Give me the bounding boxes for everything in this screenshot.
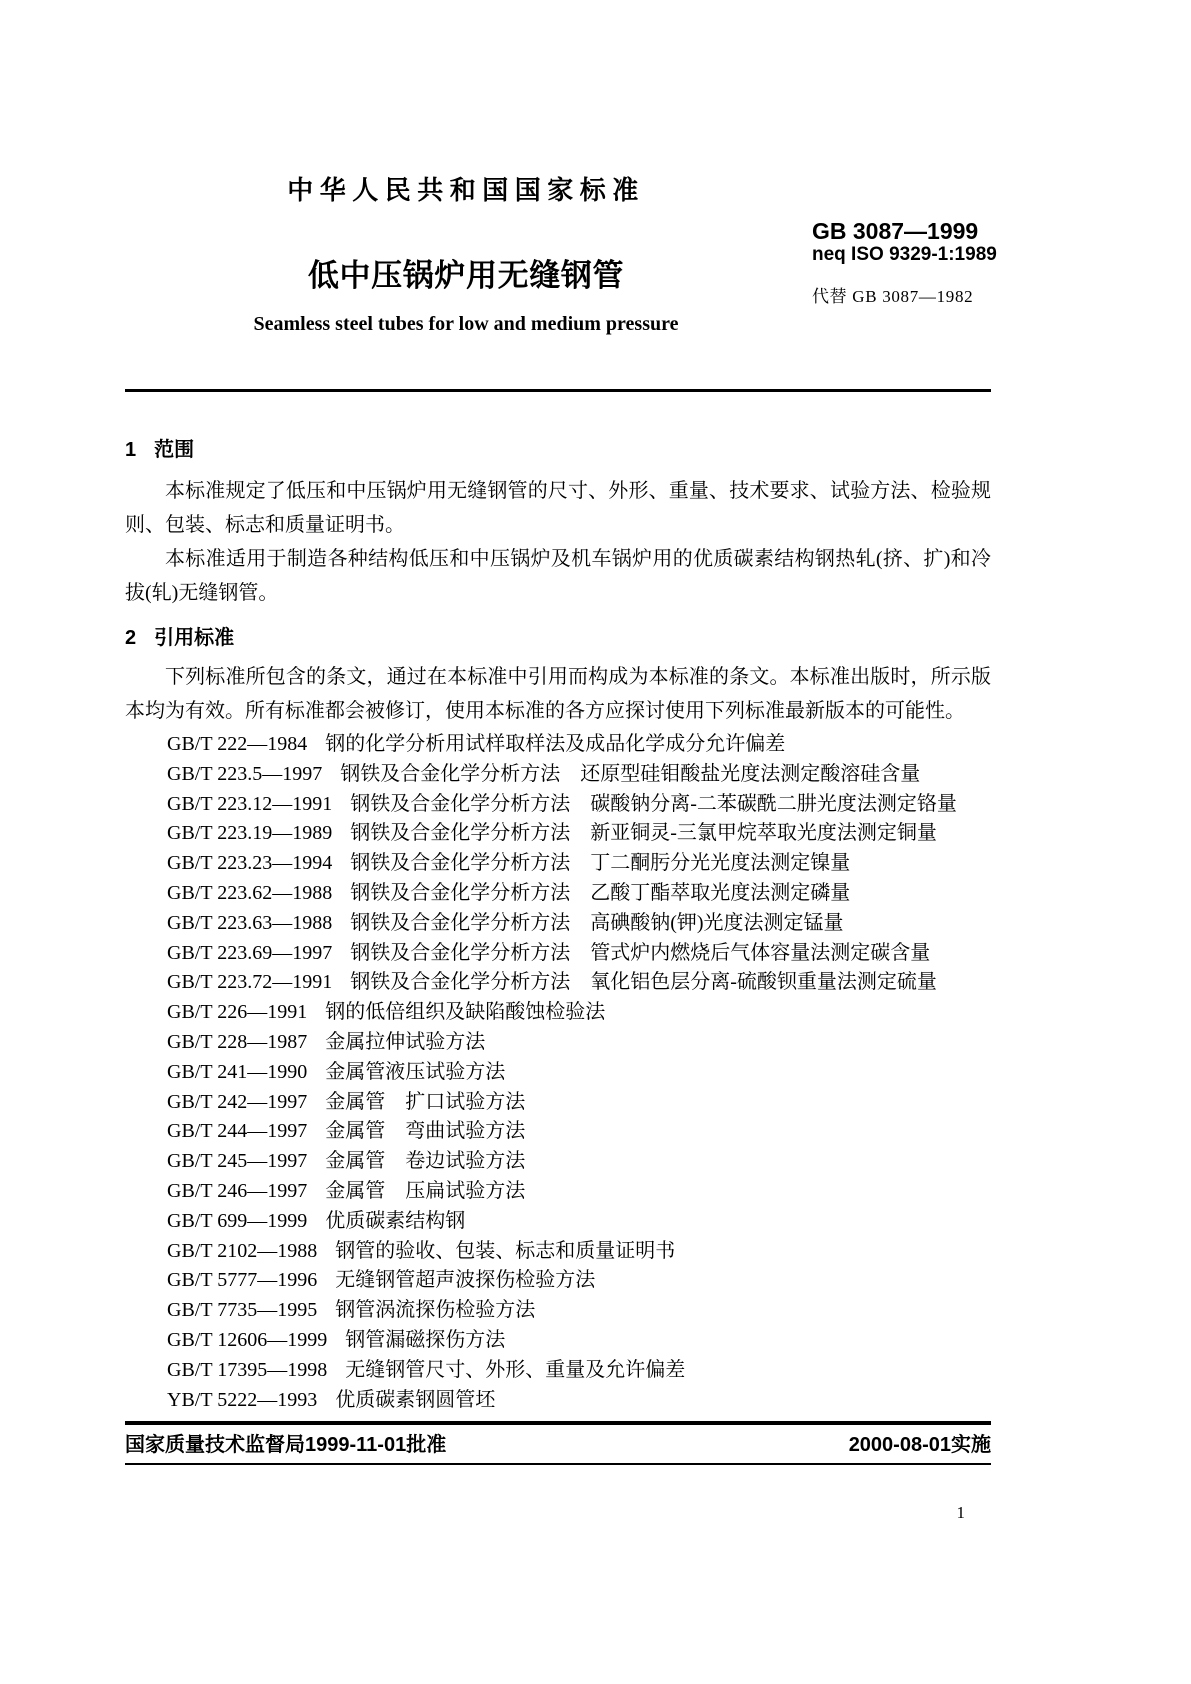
header-divider (125, 389, 991, 392)
section-2-heading (125, 628, 991, 648)
reference-code: GB/T 223.72—1991 (167, 971, 333, 994)
reference-title: 金属管 压扁试验方法 (325, 1179, 526, 1202)
reference-code: GB/T 699—1999 (167, 1209, 308, 1232)
reference-code: GB/T 226—1991 (167, 1001, 308, 1024)
reference-code: GB/T 17395—1998 (167, 1358, 328, 1381)
reference-item (167, 1356, 991, 1386)
implementation-date: 2000-08-01实施 (848, 1434, 991, 1456)
reference-title: 无缝钢管超声波探伤检验方法 (335, 1269, 596, 1292)
reference-code: GB/T 2102—1988 (167, 1239, 318, 1262)
page-number: 1 (956, 1503, 965, 1522)
reference-title: 钢的低倍组织及缺陷酸蚀检验法 (325, 1001, 606, 1024)
section-1-number: 1 (125, 439, 137, 461)
reference-item (167, 1237, 991, 1267)
footer-divider-bottom (125, 1463, 991, 1465)
reference-code: YB/T 5222—1993 (167, 1388, 318, 1411)
document-title-cn: 低中压锅炉用无缝钢管 (307, 258, 625, 293)
reference-code: GB/T 223.5—1997 (167, 762, 323, 785)
reference-code: GB/T 242—1997 (167, 1090, 308, 1113)
reference-code: GB/T 223.23—1994 (167, 852, 333, 875)
reference-item (167, 849, 991, 879)
section-2-title: 引用标准 (154, 627, 235, 649)
reference-title: 钢管的验收、包装、标志和质量证明书 (335, 1239, 676, 1262)
section-1-title: 范围 (154, 439, 195, 461)
reference-title: 钢铁及合金化学分析方法 丁二酮肟分光光度法测定镍量 (350, 852, 851, 875)
reference-item (167, 1147, 991, 1177)
reference-title: 钢铁及合金化学分析方法 高碘酸钠(钾)光度法测定锰量 (350, 911, 844, 934)
reference-item (167, 1266, 991, 1296)
scope-paragraph-1: 本标准规定了低压和中压锅炉用无缝钢管的尺寸、外形、重量、技术要求、试验方法、检验规则、包装、标志和质量证明书。 (125, 480, 991, 536)
reference-item (167, 1028, 991, 1058)
reference-title: 金属管 卷边试验方法 (325, 1150, 526, 1173)
reference-item (167, 1088, 991, 1118)
iso-equivalence: neq ISO 9329-1:1989 (812, 244, 997, 265)
reference-item (167, 1117, 991, 1147)
reference-item (167, 790, 991, 820)
reference-title: 钢铁及合金化学分析方法 碳酸钠分离-二苯碳酰二肼光度法测定铬量 (350, 792, 957, 815)
reference-code: GB/T 223.63—1988 (167, 911, 333, 934)
standard-designation-block (812, 218, 1012, 307)
section-2-number: 2 (125, 627, 137, 649)
reference-title: 钢管漏磁探伤方法 (345, 1328, 506, 1351)
scope-paragraph-2: 本标准适用于制造各种结构低压和中压锅炉及机车锅炉用的优质碳素结构钢热轧(挤、扩)和冷拔(轧)无缝钢管。 (125, 548, 991, 604)
reference-item (167, 1177, 991, 1207)
reference-item (167, 1207, 991, 1237)
reference-title: 钢铁及合金化学分析方法 新亚铜灵-三氯甲烷萃取光度法测定铜量 (350, 822, 937, 845)
reference-item (167, 939, 991, 969)
reference-item (167, 760, 991, 790)
reference-code: GB/T 228—1987 (167, 1030, 308, 1053)
footer-row (125, 1431, 991, 1459)
standard-code: GB 3087—1999 (812, 218, 979, 244)
reference-code: GB/T 5777—1996 (167, 1269, 318, 1292)
standard-category-label: 中华人民共和国国家标准 (287, 175, 645, 205)
reference-code: GB/T 223.62—1988 (167, 881, 333, 904)
reference-code: GB/T 222—1984 (167, 733, 308, 755)
reference-title: 无缝钢管尺寸、外形、重量及允许偏差 (345, 1358, 686, 1381)
reference-code: GB/T 7735—1995 (167, 1299, 318, 1322)
reference-item (167, 730, 991, 760)
approval-authority: 国家质量技术监督局1999-11-01批准 (125, 1434, 447, 1456)
reference-item (167, 1386, 991, 1416)
reference-code: GB/T 246—1997 (167, 1179, 308, 1202)
reference-item (167, 1296, 991, 1326)
reference-title: 优质碳素钢圆管坯 (335, 1388, 496, 1411)
reference-title: 金属管 弯曲试验方法 (325, 1120, 526, 1143)
reference-item (167, 879, 991, 909)
reference-title: 钢铁及合金化学分析方法 乙酸丁酯萃取光度法测定磷量 (350, 881, 851, 904)
references-list (167, 730, 991, 1415)
reference-title: 优质碳素结构钢 (325, 1209, 466, 1232)
reference-code: GB/T 241—1990 (167, 1060, 308, 1083)
superseded-standard: 代替 GB 3087—1982 (812, 287, 974, 306)
reference-item (167, 1058, 991, 1088)
reference-title: 钢铁及合金化学分析方法 还原型硅钼酸盐光度法测定酸溶硅含量 (340, 762, 921, 785)
reference-code: GB/T 223.69—1997 (167, 941, 333, 964)
document-body (125, 440, 991, 1415)
reference-item (167, 998, 991, 1028)
reference-title: 金属拉伸试验方法 (325, 1030, 486, 1053)
reference-item (167, 819, 991, 849)
section-1-heading (125, 440, 991, 460)
reference-code: GB/T 244—1997 (167, 1120, 308, 1143)
reference-item (167, 968, 991, 998)
reference-item (167, 1326, 991, 1356)
reference-title: 钢管涡流探伤检验方法 (335, 1299, 536, 1322)
reference-title: 金属管液压试验方法 (325, 1060, 506, 1083)
reference-code: GB/T 12606—1999 (167, 1328, 328, 1351)
reference-title: 钢铁及合金化学分析方法 管式炉内燃烧后气体容量法测定碳含量 (350, 941, 931, 964)
reference-code: GB/T 223.12—1991 (167, 792, 333, 815)
references-intro: 下列标准所包含的条文，通过在本标准中引用而构成为本标准的条文。本标准出版时，所示版本均为有效。所有标准都会被修订，使用本标准的各方应探讨使用下列标准最新版本的可能性。 (125, 666, 991, 722)
reference-code: GB/T 223.19—1989 (167, 822, 333, 845)
reference-code: GB/T 245—1997 (167, 1150, 308, 1173)
footer-divider-top (125, 1421, 991, 1425)
reference-title: 钢铁及合金化学分析方法 氧化铝色层分离-硫酸钡重量法测定硫量 (350, 971, 937, 994)
document-title-en: Seamless steel tubes for low and medium pressure (253, 313, 679, 335)
reference-title: 金属管 扩口试验方法 (325, 1090, 526, 1113)
reference-title: 钢的化学分析用试样取样法及成品化学成分允许偏差 (325, 733, 786, 755)
reference-item (167, 909, 991, 939)
